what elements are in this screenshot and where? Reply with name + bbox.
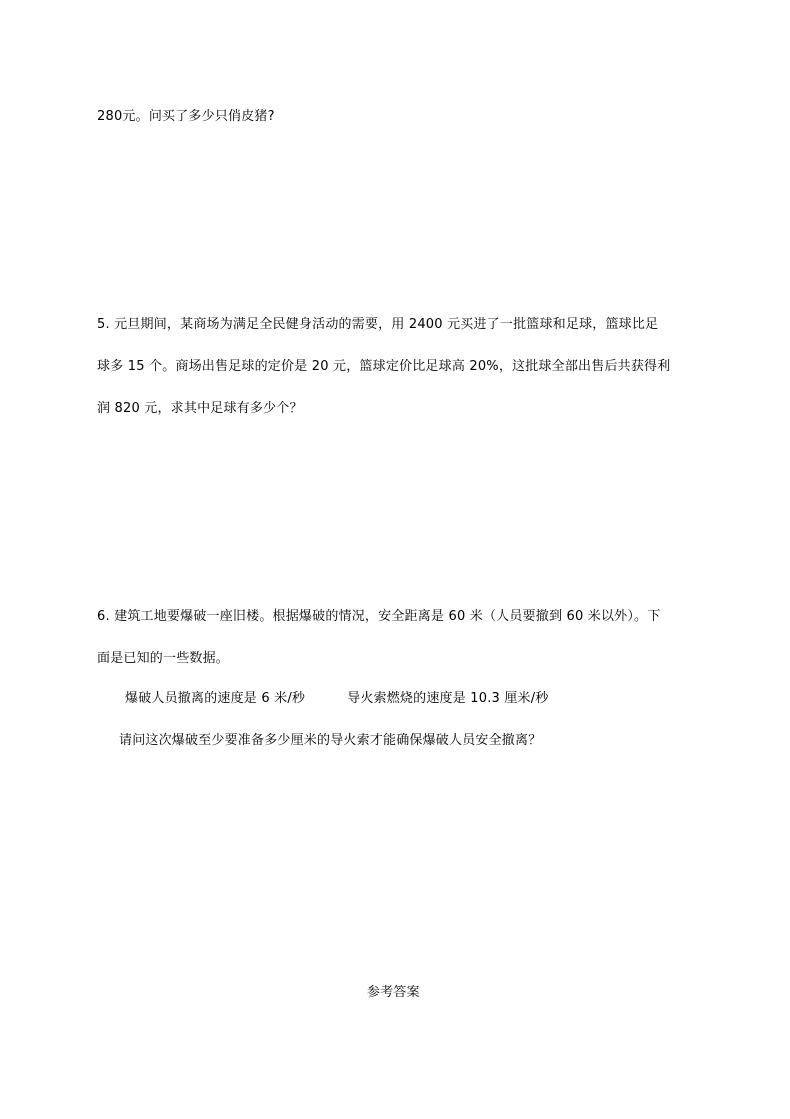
q4-tail-text: 280元。问买了多少只俏皮猪? — [97, 109, 275, 124]
q6-line-1: 6. 建筑工地要爆破一座旧楼。根据爆破的情况，安全距离是 60 米（人员要撤到 60 米以外）。下 — [97, 609, 661, 624]
q6-fuse-burn-speed: 导火索燃烧的速度是 10.3 厘米/秒 — [347, 691, 549, 706]
answer-heading: 参考答案 — [367, 985, 420, 1000]
q6-evacuation-speed: 爆破人员撤离的速度是 6 米/秒 — [125, 691, 306, 706]
q5-line-2: 球多 15 个。商场出售足球的定价是 20 元，篮球定价比足球高 20%，这批球全部出售后共获得利 — [97, 359, 671, 374]
q6-line-2: 面是已知的一些数据。 — [97, 651, 230, 666]
q6-data-row — [125, 690, 549, 708]
q5-line-3: 润 820 元，求其中足球有多少个？ — [97, 401, 303, 416]
q6-question: 请问这次爆破至少要准备多少厘米的导火索才能确保爆破人员安全撤离？ — [119, 733, 542, 748]
q5-line-1: 5. 元旦期间，某商场为满足全民健身活动的需要，用 2400 元买进了一批篮球和足球，篮球比足 — [97, 317, 659, 332]
